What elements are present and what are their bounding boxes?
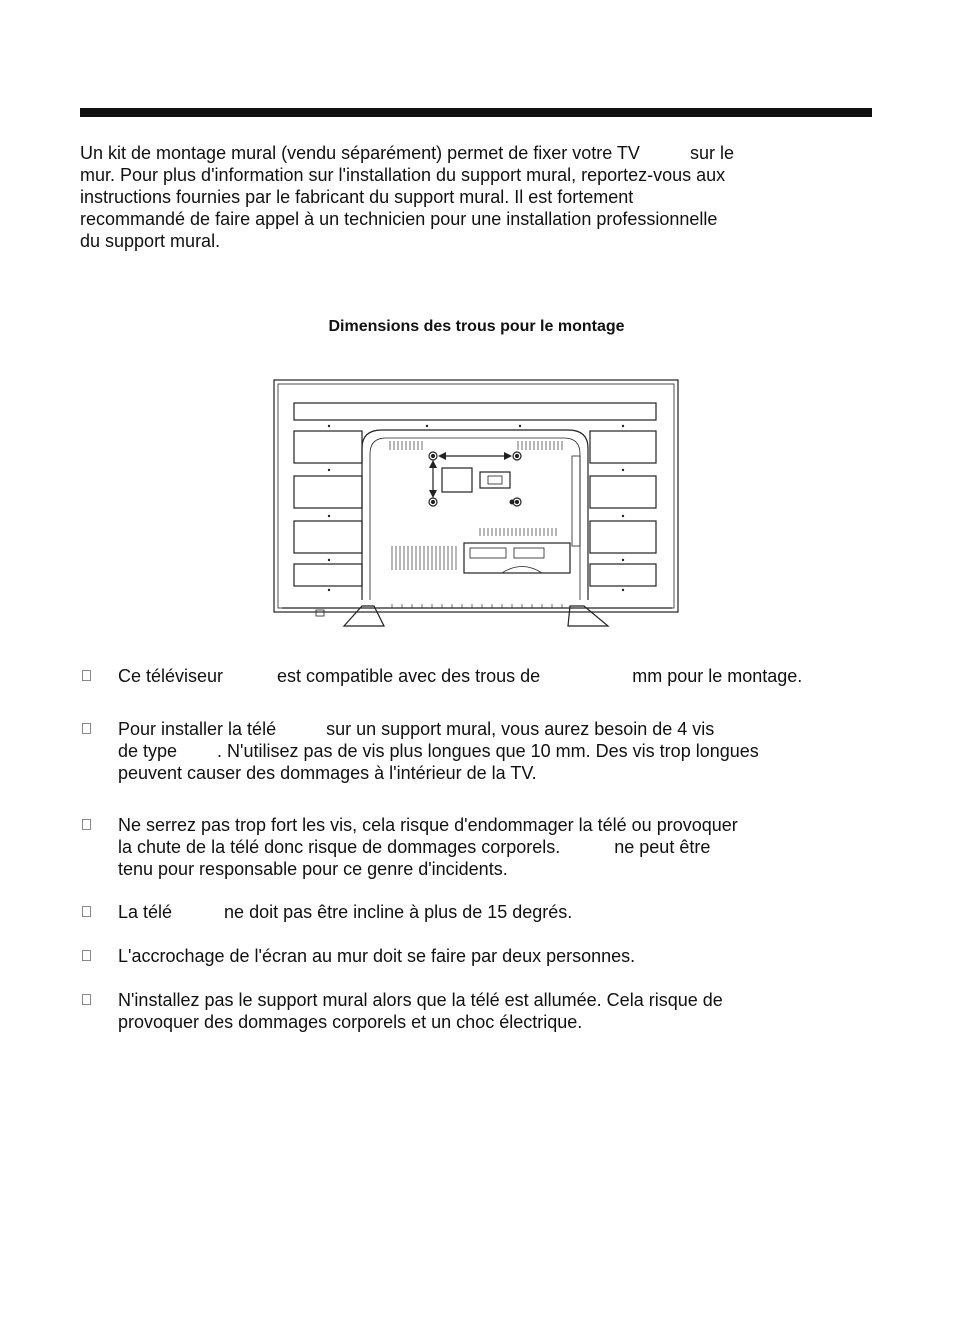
bullet-text: Pour installer la télé	[118, 719, 277, 739]
connector-plate	[480, 472, 510, 488]
bullet-text: L'accrochage de l'écran au mur doit se faire par deux personnes.	[118, 946, 636, 966]
bullet-box-icon	[82, 994, 91, 1005]
stand-foot-left	[344, 606, 384, 626]
diagram-caption: Dimensions des trous pour le montage	[328, 318, 625, 335]
vent-bottom-left	[392, 546, 456, 570]
bullet-text: Ce téléviseur	[118, 666, 224, 686]
bullet-text: la chute de la télé donc risque de dommages corporels.	[118, 837, 561, 857]
left-panel	[294, 564, 362, 586]
right-panel	[590, 476, 656, 508]
bullet-text: ne doit pas être incline à plus de 15 degrés.	[224, 902, 573, 922]
vent-top	[390, 441, 562, 450]
intro-text: mur. Pour plus d'information sur l'installation du support mural, reportez-vous aux	[80, 165, 726, 185]
bullet-text: peuvent causer des dommages à l'intérieur de la TV.	[118, 763, 537, 783]
tv-frame	[274, 380, 678, 612]
left-panel	[294, 431, 362, 463]
tv-back-diagram	[272, 378, 682, 634]
bullet-box-icon	[82, 906, 91, 917]
intro-text: sur le	[689, 143, 734, 163]
intro-paragraph	[80, 142, 870, 252]
bullet-text: sur un support mural, vous aurez besoin de 4 vis	[326, 719, 715, 739]
bullet-text: La télé	[118, 902, 173, 922]
tv-inner-frame	[278, 384, 674, 608]
left-panel	[294, 476, 362, 508]
bullet-text: Ne serrez pas trop fort les vis, cela risque d'endommager la télé ou provoquer	[118, 815, 738, 835]
bullet-text: est compatible avec des trous de	[277, 666, 541, 686]
right-panel	[590, 521, 656, 553]
bullet-text: . N'utilisez pas de vis plus longues que 10 mm. Des vis trop longues	[217, 741, 759, 761]
bullet-text: ne peut être	[614, 837, 711, 857]
top-panel	[294, 403, 656, 420]
label-plate	[442, 468, 472, 492]
stand-foot-right	[568, 606, 608, 626]
intro-text: Un kit de montage mural (vendu séparément) permet de fixer votre TV	[80, 143, 640, 163]
bullet-box-icon	[82, 950, 91, 961]
right-panel	[590, 431, 656, 463]
bullet-text: tenu pour responsable pour ce genre d'incidents.	[118, 859, 508, 879]
intro-text: du support mural.	[80, 231, 221, 251]
side-connectors	[572, 456, 580, 546]
vent-middle	[480, 528, 556, 536]
bullet-text: provoquer des dommages corporels et un choc électrique.	[118, 1012, 583, 1032]
bullet-text: de type	[118, 741, 178, 761]
header-rule	[80, 108, 872, 117]
intro-text: instructions fournies par le fabricant du support mural. Il est fortement	[80, 187, 634, 207]
right-panel	[590, 564, 656, 586]
bullet-box-icon	[82, 819, 91, 830]
bullet-text: N'installez pas le support mural alors que la télé est allumée. Cela risque de	[118, 990, 723, 1010]
left-panel	[294, 521, 362, 553]
bullet-box-icon	[82, 723, 91, 734]
bullet-box-icon	[82, 670, 91, 681]
bullet-text: mm pour le montage.	[632, 666, 803, 686]
intro-text: recommandé de faire appel à un technicien pour une installation professionnelle	[80, 209, 718, 229]
